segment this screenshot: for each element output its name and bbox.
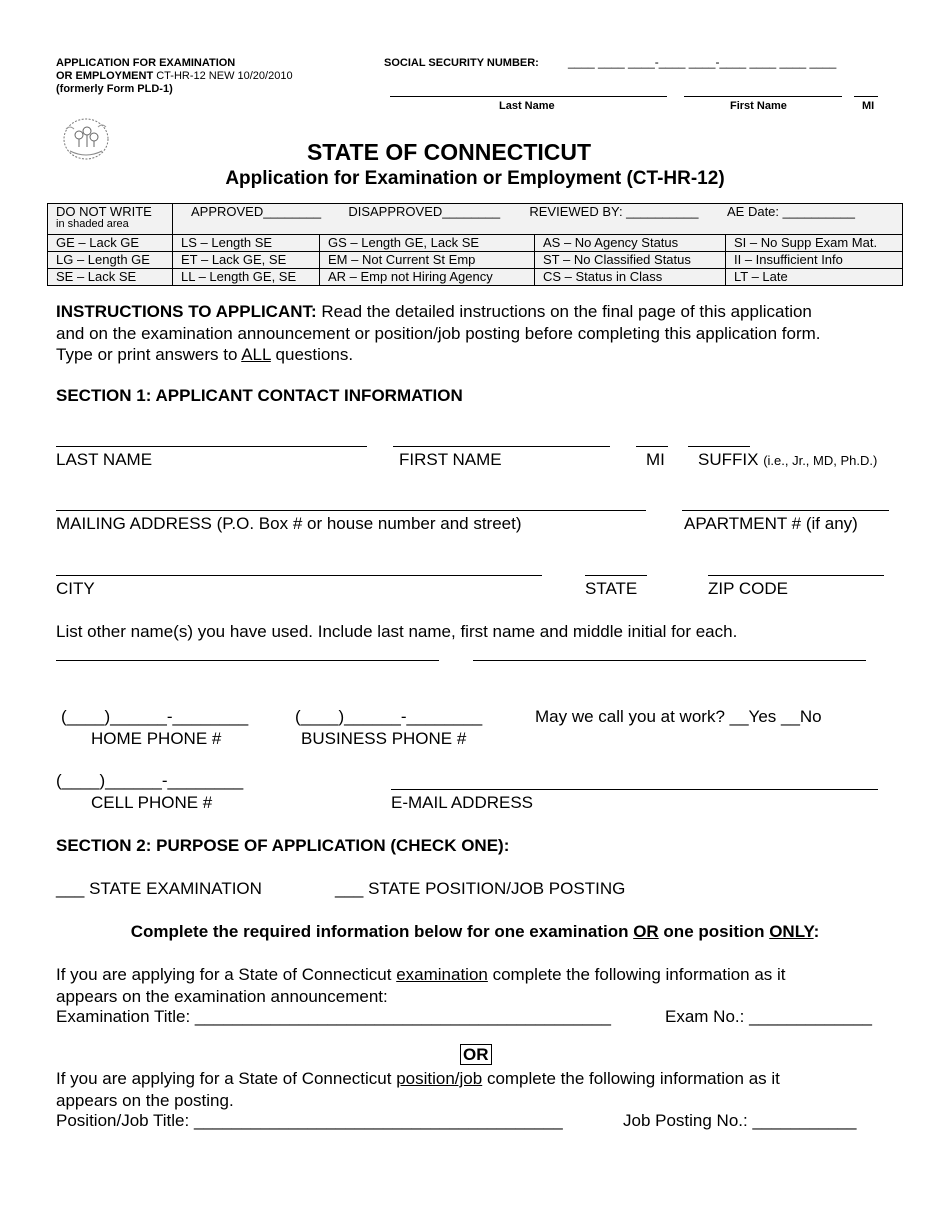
mi-label: MI [646, 450, 665, 469]
instructions-line3: Type or print answers to ALL questions. [56, 345, 354, 364]
approved-field: APPROVED________ [191, 204, 322, 219]
reviewed-by-field: REVIEWED BY: __________ [529, 204, 699, 219]
header-last-name-label: Last Name [499, 100, 555, 112]
complete-required-note: Complete the required information below for one examination OR one position ONLY: [130, 922, 820, 941]
code-cell: ET – Lack GE, SE [173, 252, 320, 269]
code-cell: GS – Length GE, Lack SE [320, 235, 535, 252]
business-phone-label: BUSINESS PHONE # [301, 729, 467, 748]
code-row [48, 235, 903, 252]
code-row [48, 252, 903, 269]
office-use-table [47, 203, 903, 286]
code-cell: LL – Length GE, SE [173, 269, 320, 286]
code-cell: CS – Status in Class [535, 269, 726, 286]
form-id-block [56, 57, 293, 96]
email-line[interactable] [391, 789, 878, 790]
office-use-header-row [48, 204, 903, 235]
header-mi-line[interactable] [854, 96, 878, 97]
disapproved-field: DISAPPROVED________ [348, 204, 501, 219]
exam-title-field[interactable]: Examination Title: ____________________________________________ [56, 1007, 611, 1026]
code-cell: AR – Emp not Hiring Agency [320, 269, 535, 286]
suffix-line[interactable] [688, 446, 750, 447]
position-title-field[interactable]: Position/Job Title: _______________________________________ [56, 1111, 563, 1130]
business-phone-field[interactable]: (____)______-________ [295, 707, 483, 726]
section1-heading: SECTION 1: APPLICANT CONTACT INFORMATION [56, 386, 463, 405]
form-id-line1: APPLICATION FOR EXAMINATION [56, 57, 236, 69]
call-at-work-question[interactable]: May we call you at work? __Yes __No [535, 707, 822, 726]
exam-no-field[interactable]: Exam No.: _____________ [665, 1007, 872, 1026]
city-label: CITY [56, 579, 95, 598]
instructions-line1: INSTRUCTIONS TO APPLICANT: Read the detailed instructions on the final page of this application [56, 302, 812, 321]
instructions-line2: and on the examination announcement or position/job posting before completing this application form. [56, 323, 821, 343]
city-line[interactable] [56, 575, 542, 576]
section2-heading: SECTION 2: PURPOSE OF APPLICATION (CHECK ONE): [56, 836, 510, 855]
code-cell: II – Insufficient Info [726, 252, 903, 269]
apartment-line[interactable] [682, 510, 889, 511]
code-cell: AS – No Agency Status [535, 235, 726, 252]
home-phone-field[interactable]: (____)______-________ [61, 707, 249, 726]
state-line[interactable] [585, 575, 647, 576]
last-name-label: LAST NAME [56, 450, 153, 469]
code-cell: LS – Length SE [173, 235, 320, 252]
instructions-block [56, 301, 821, 366]
apartment-label: APARTMENT # (if any) [684, 514, 858, 533]
code-cell: EM – Not Current St Emp [320, 252, 535, 269]
state-label: STATE [585, 579, 638, 598]
form-id-line3: (formerly Form PLD-1) [56, 83, 173, 95]
position-instructions: If you are applying for a State of Connecticut position/job complete the following information as it appears on the posting. [56, 1069, 780, 1110]
header-mi-label: MI [862, 100, 875, 112]
form-id-line2: OR EMPLOYMENT CT-HR-12 NEW 10/20/2010 [56, 70, 293, 82]
page-title: STATE OF CONNECTICUT [306, 139, 592, 165]
home-phone-label: HOME PHONE # [91, 729, 222, 748]
code-cell: LT – Late [726, 269, 903, 286]
first-name-line[interactable] [393, 446, 610, 447]
code-cell: SI – No Supp Exam Mat. [726, 235, 903, 252]
do-not-write-cell: DO NOT WRITE in shaded area [48, 204, 173, 235]
header-first-name-line[interactable] [684, 96, 842, 97]
ae-date-field: AE Date: __________ [727, 204, 855, 219]
header-first-name-label: First Name [730, 100, 787, 112]
ssn-label: SOCIAL SECURITY NUMBER: [384, 57, 539, 69]
cell-phone-field[interactable]: (____)______-________ [56, 771, 244, 790]
last-name-line[interactable] [56, 446, 367, 447]
email-label: E-MAIL ADDRESS [391, 793, 534, 812]
other-names-instruction: List other name(s) you have used. Include last name, first name and middle initial for each. [56, 622, 738, 641]
review-fields-cell [173, 204, 903, 235]
mailing-address-label: MAILING ADDRESS (P.O. Box # or house number and street) [56, 514, 522, 533]
state-position-option[interactable]: ___ STATE POSITION/JOB POSTING [335, 879, 626, 898]
code-row [48, 269, 903, 286]
code-cell: SE – Lack SE [48, 269, 173, 286]
job-posting-no-field[interactable]: Job Posting No.: ___________ [623, 1111, 857, 1130]
other-name-line-2[interactable] [473, 660, 866, 661]
ssn-field[interactable]: ____ ____ ____-____ ____-____ ____ ____ ____ [568, 55, 837, 69]
code-cell: ST – No Classified Status [535, 252, 726, 269]
other-name-line-1[interactable] [56, 660, 439, 661]
state-examination-option[interactable]: ___ STATE EXAMINATION [56, 879, 262, 898]
mi-line[interactable] [636, 446, 668, 447]
exam-instructions: If you are applying for a State of Connecticut examination complete the following information as it appears on the examination announcement: [56, 965, 786, 1006]
suffix-label: SUFFIX (i.e., Jr., MD, Ph.D.) [698, 450, 878, 469]
code-cell: GE – Lack GE [48, 235, 173, 252]
header-last-name-line[interactable] [390, 96, 667, 97]
zip-line[interactable] [708, 575, 884, 576]
code-cell: LG – Length GE [48, 252, 173, 269]
cell-phone-label: CELL PHONE # [91, 793, 213, 812]
first-name-label: FIRST NAME [399, 450, 502, 469]
page-subtitle: Application for Examination or Employment (CT-HR-12) [225, 168, 725, 189]
mailing-address-line[interactable] [56, 510, 646, 511]
or-divider: OR [460, 1045, 492, 1065]
zip-label: ZIP CODE [708, 579, 788, 598]
